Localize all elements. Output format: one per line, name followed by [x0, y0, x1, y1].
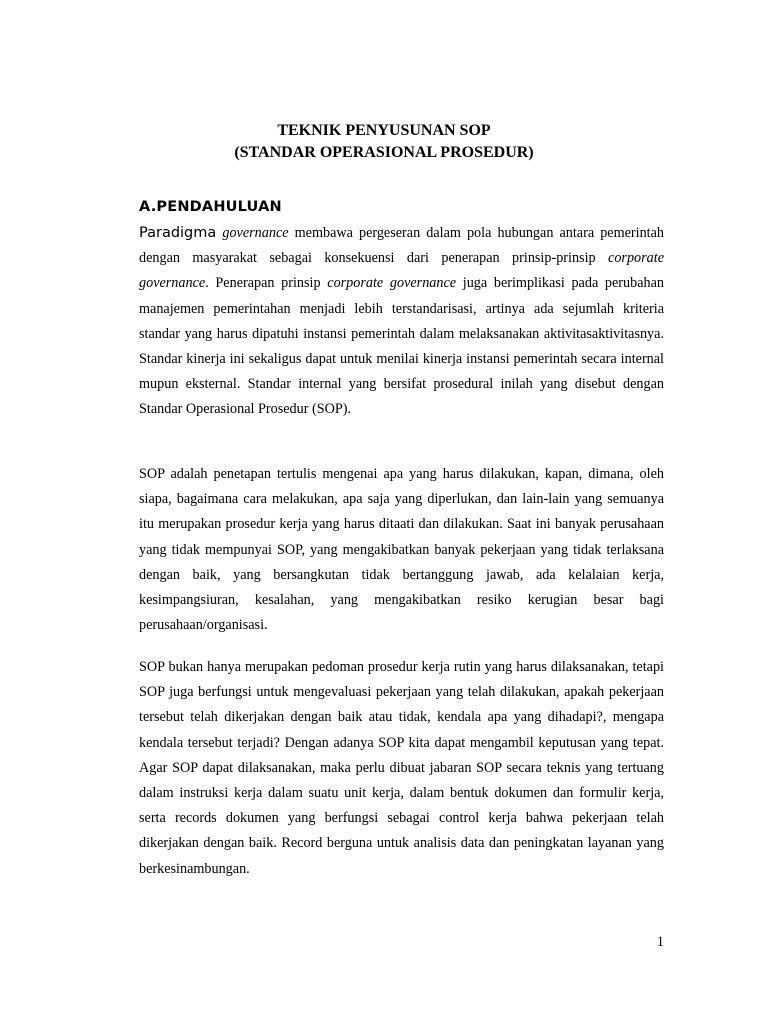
- paragraph-1: [139, 221, 664, 423]
- paragraph-3: SOP bukan hanya merupakan pedoman prosedur kerja rutin yang harus dilaksanakan, tetapi SOP juga berfungsi untuk mengevaluasi pekerjaan yang telah dilakukan, apakah pekerjaan tersebut telah dikerjakan dengan baik atau tidak, kendala apa yang dihadapi?, mengapa kendala tersebut terjadi? Dengan adanya SOP kita dapat mengambil keputusan yang tepat. Agar SOP dapat dilaksanakan, maka perlu dibuat jabaran SOP secara teknis yang tertuang dalam instruksi kerja dalam suatu unit kerja, dalam bentuk dokumen dan formulir kerja, serta records dokumen yang berfungsi sebagai control kerja bahwa pekerjaan telah dikerjakan dengan baik. Record berguna untuk analisis data dan peningkatan layanan yang berkesinambungan.: [139, 659, 664, 877]
- document-title-line-1: TEKNIK PENYUSUNAN SOP: [277, 122, 491, 139]
- document-title-line-2: (STANDAR OPERASIONAL PROSEDUR): [234, 144, 534, 161]
- paragraph-1-italic-corporate-governance-2: corporate governance: [327, 275, 457, 292]
- paragraph-1-text-d: juga berimplikasi pada perubahan manajemen pemerintahan menjadi lebih terstandarisasi, artinya ada sejumlah kriteria standar yang harus dipatuhi instansi pemerintah dalam melaksanakan aktivitasaktivitasnya. Standar kinerja ini sekaligus dapat untuk menilai kinerja instansi pemerintah secara internal mupun eksternal. Standar internal yang bersifat prosedural inilah yang disebut dengan Standar Operasional Prosedur (SOP).: [139, 275, 664, 418]
- section-heading-pendahuluan: A.PENDAHULUAN: [139, 199, 282, 215]
- paragraph-1-text-c: . Penerapan prinsip: [205, 275, 328, 292]
- paragraph-1-italic-governance: governance: [222, 225, 289, 241]
- page-number: 1: [656, 934, 664, 950]
- paragraph-1-italic-corporate-governance-1: corporate governance: [139, 250, 664, 292]
- paragraph-2: SOP adalah penetapan tertulis mengenai apa yang harus dilakukan, kapan, dimana, oleh siapa, bagaimana cara melakukan, apa saja yang diperlukan, dan lain-lain yang semuanya itu merupakan prosedur kerja yang harus ditaati dan dilakukan. Saat ini banyak perusahaan yang tidak mempunyai SOP, yang mengakibatkan banyak pekerjaan yang tidak terlaksana dengan baik, yang bersangkutan tidak bertanggung jawab, ada kelalaian kerja, kesimpangsiuran, kesalahan, yang mengakibatkan resiko kerugian besar bagi perusahaan/organisasi.: [139, 466, 664, 634]
- paragraph-1-text-b: membawa pergeseran dalam pola hubungan antara pemerintah dengan masyarakat sebagai konsekuensi dari penerapan prinsip-prinsip: [139, 225, 665, 267]
- paragraph-1-lead-word: Paradigma: [139, 225, 217, 241]
